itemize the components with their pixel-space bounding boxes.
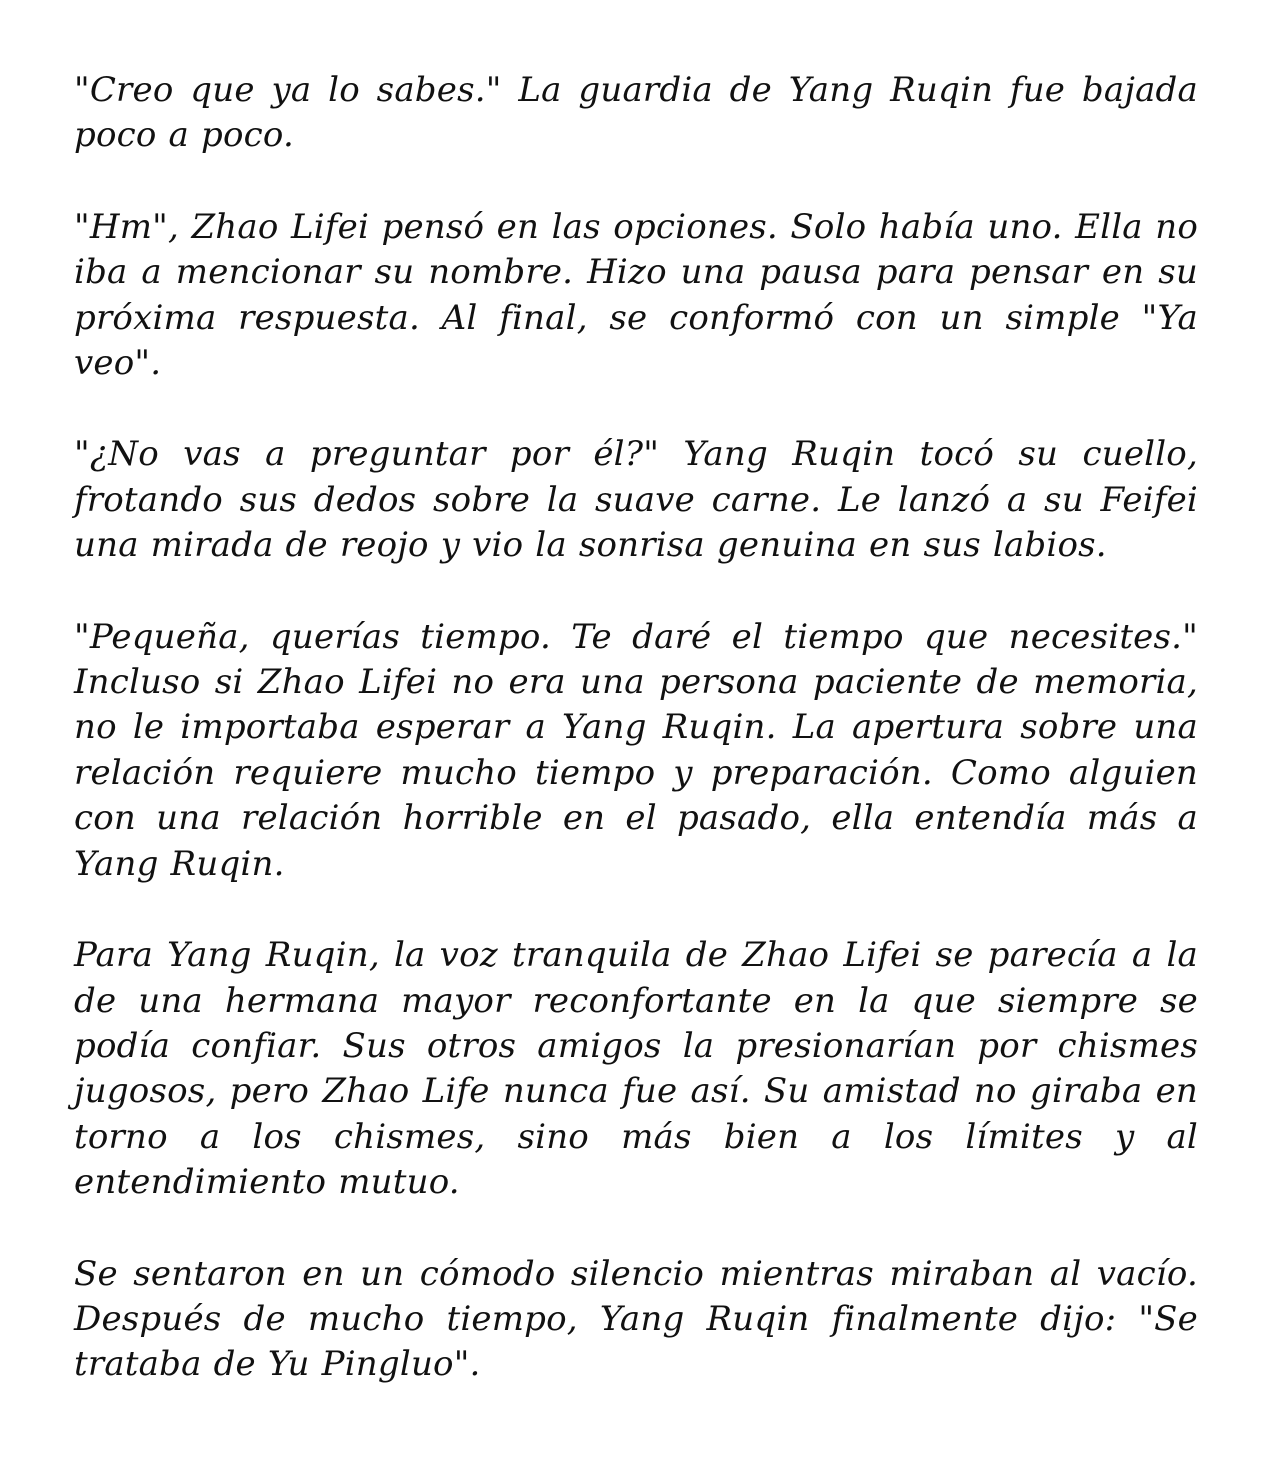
paragraph: "Pequeña, querías tiempo. Te daré el tiempo que necesites." Incluso si Zhao Lifei no era una persona paciente de memoria, no le importaba esperar a Yang Ruqin. La apertura sobre una relación requiere mucho tiempo y preparación. Como alguien con una relación horrible en el pasado, ella entendía más a Yang Ruqin.: [74, 616, 1198, 884]
paragraph: "Hm", Zhao Lifei pensó en las opciones. Solo había uno. Ella no iba a mencionar su nombre. Hizo una pausa para pensar en su próxima respuesta. Al final, se conformó con un simple "Ya veo".: [74, 206, 1198, 384]
document-page: [74, 68, 1198, 1388]
paragraph: Para Yang Ruqin, la voz tranquila de Zhao Lifei se parecía a la de una hermana mayor reconfortante en la que siempre se podía confiar. Sus otros amigos la presionarían por chismes jugosos, pero Zhao Life nunca fue así. Su amistad no giraba en torno a los chismes, sino más bien a los límites y al entendimiento mutuo.: [74, 935, 1198, 1203]
paragraph: Se sentaron en un cómodo silencio mientras miraban al vacío. Después de mucho tiempo, Yang Ruqin finalmente dijo: "Se trataba de Yu Pingluo".: [74, 1253, 1198, 1385]
paragraph: "¿No vas a preguntar por él?" Yang Ruqin tocó su cuello, frotando sus dedos sobre la suave carne. Le lanzó a su Feifei una mirada de reojo y vio la sonrisa genuina en sus labios.: [74, 434, 1198, 566]
paragraph: "Creo que ya lo sabes." La guardia de Yang Ruqin fue bajada poco a poco.: [74, 70, 1198, 156]
